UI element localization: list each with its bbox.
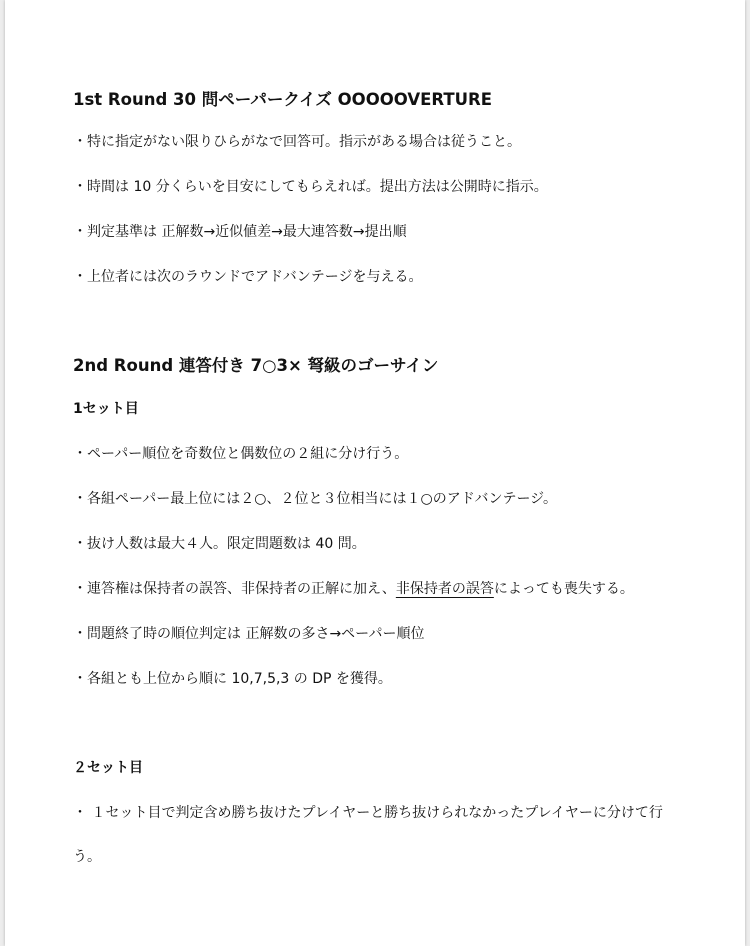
round1-item-judging: ・判定基準は 正解数→近似値差→最大連答数→提出順 bbox=[73, 224, 407, 240]
set2-item-split: ・ １セット目で判定含め勝ち抜けたプレイヤーと勝ち抜けられなかったプレイヤーに分けて行う。 bbox=[73, 805, 663, 865]
document-page bbox=[5, 0, 745, 946]
streak-rule-underlined: 非保持者の誤答 bbox=[395, 581, 494, 597]
round1-item-time-limit: ・時間は 10 分くらいを目安にしてもらえれば。提出方法は公開時に指示。 bbox=[73, 179, 548, 195]
set2-label: ２セット目 bbox=[73, 760, 143, 776]
set1-item-advantage: ・各組ペーパー最上位には２○、２位と３位相当には１○のアドバンテージ。 bbox=[73, 491, 558, 507]
set1-item-groups: ・ペーパー順位を奇数位と偶数位の２組に分け行う。 bbox=[73, 446, 409, 462]
streak-rule-text-after: によっても喪失する。 bbox=[493, 581, 634, 597]
set1-item-streak-rule bbox=[73, 577, 685, 601]
set1-item-limits: ・抜け人数は最大４人。限定問題数は 40 問。 bbox=[73, 536, 366, 552]
document-content bbox=[73, 86, 685, 879]
round1-item-advantage: ・上位者には次のラウンドでアドバンテージを与える。 bbox=[73, 269, 423, 285]
set1-label: 1セット目 bbox=[73, 401, 139, 417]
streak-rule-text-before: ・連答権は保持者の誤答、非保持者の正解に加え、 bbox=[73, 581, 396, 597]
round1-item-answer-format: ・特に指定がない限りひらがなで回答可。指示がある場合は従うこと。 bbox=[73, 134, 521, 150]
set1-item-dp: ・各組とも上位から順に 10,7,5,3 の DP を獲得。 bbox=[73, 671, 392, 687]
round2-heading: 2nd Round 連答付き 7○3× 弩級のゴーサイン bbox=[73, 356, 439, 375]
round1-section bbox=[73, 86, 685, 289]
set1-item-ranking: ・問題終了時の順位判定は 正解数の多さ→ペーパー順位 bbox=[73, 626, 425, 642]
round2-section bbox=[73, 352, 685, 879]
round1-heading: 1st Round 30 問ペーパークイズ OOOOOVERTURE bbox=[73, 90, 492, 109]
